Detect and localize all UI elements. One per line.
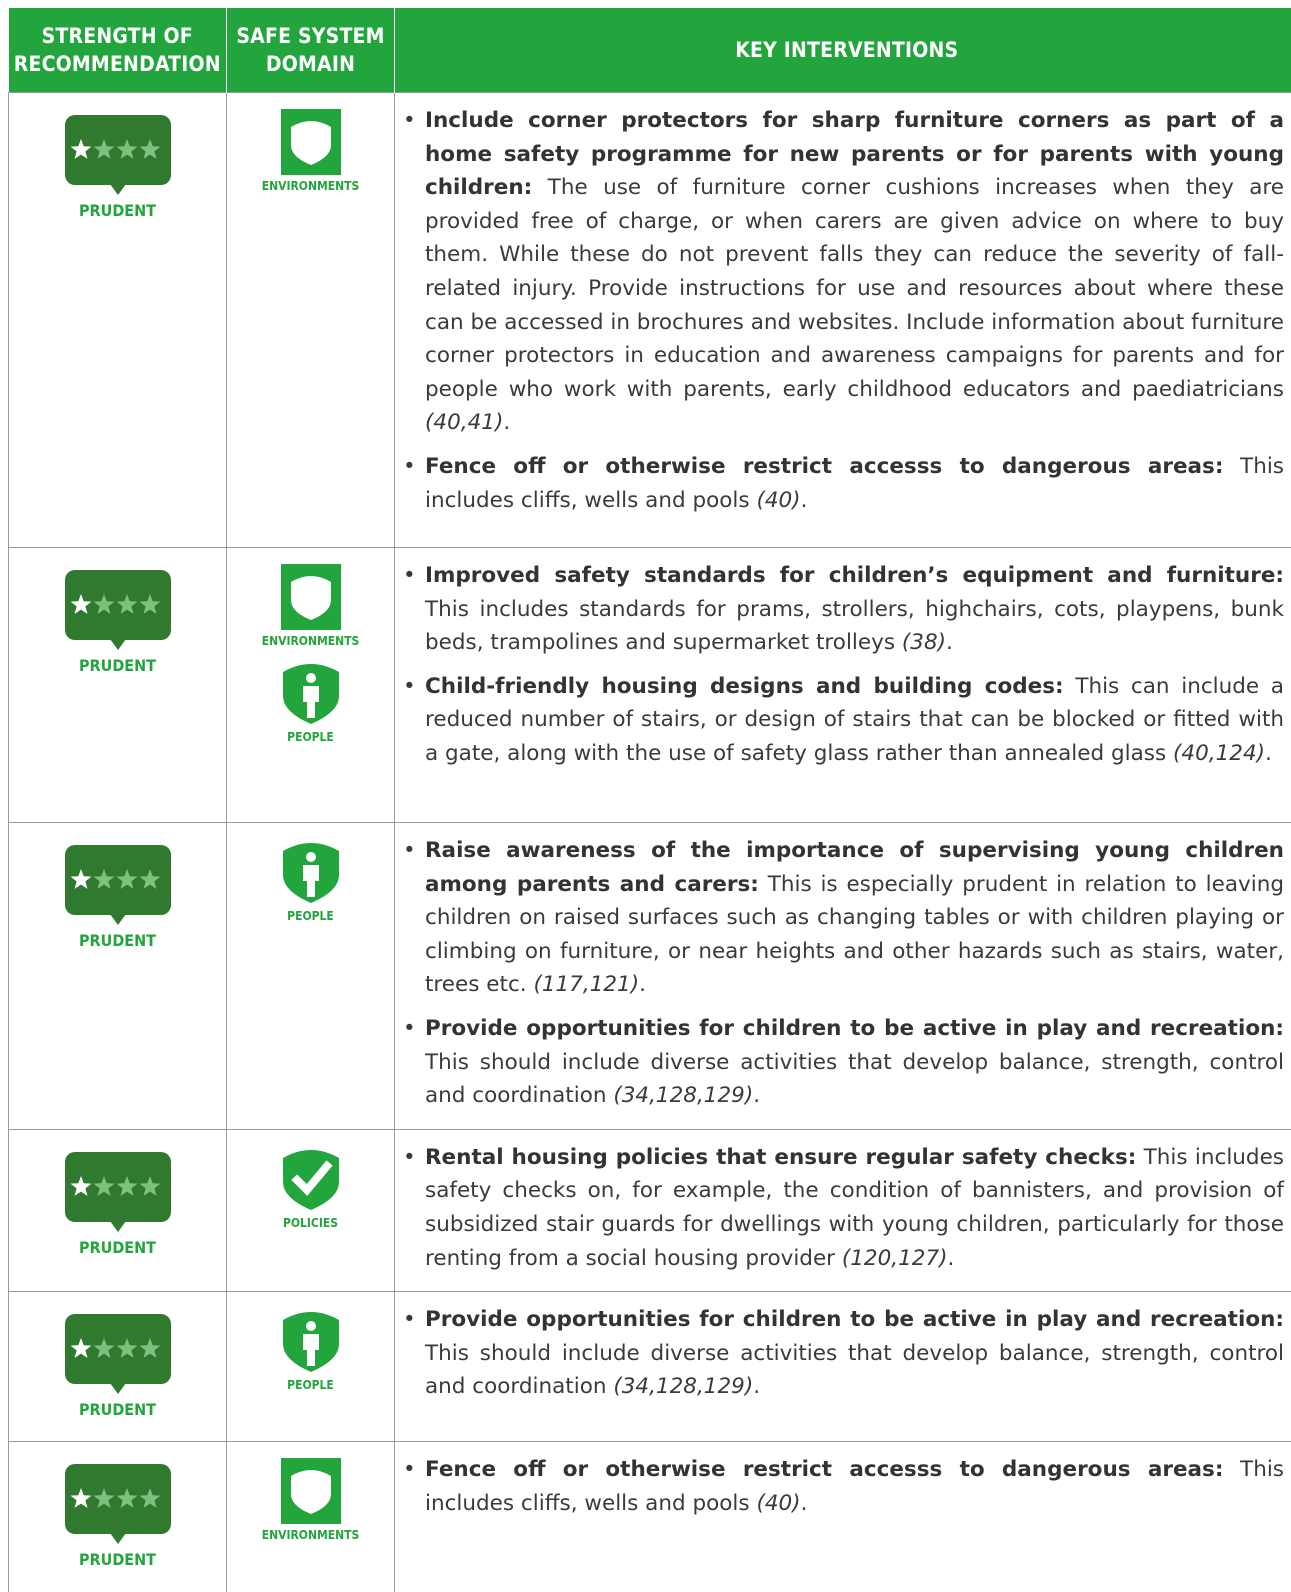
intervention-text: This includes cliffs, wells and pools	[425, 454, 1284, 513]
intervention-end: .	[753, 1083, 760, 1108]
strength-label: PRUDENT	[9, 931, 226, 950]
header-row	[9, 8, 1291, 93]
intervention-end: .	[503, 410, 510, 435]
intervention-item	[425, 834, 1284, 1002]
intervention-text: This should include diverse activities that develop balance, strength, control and coordination	[425, 1050, 1284, 1109]
domain-label: ENVIRONMENTS	[227, 1528, 394, 1542]
domain-item	[227, 1146, 394, 1230]
strength-label: PRUDENT	[9, 1400, 226, 1419]
domain-cell	[227, 1129, 395, 1291]
intervention-end: .	[801, 1491, 808, 1516]
domain-cell	[227, 548, 395, 823]
domain-item	[227, 109, 394, 193]
intervention-title: Include corner protectors for sharp furniture corners as part of a home safety programme for new parents or for parents with young children:	[425, 108, 1284, 200]
strength-label: PRUDENT	[9, 201, 226, 220]
intervention-reference: (40,124)	[1173, 741, 1265, 766]
person-shield-icon	[280, 839, 342, 905]
domain-item	[227, 1308, 394, 1392]
domain-cell	[227, 1442, 395, 1592]
intervention-text: This includes cliffs, wells and pools	[425, 1457, 1284, 1516]
intervention-item	[425, 104, 1284, 440]
intervention-title: Improved safety standards for children’s equipment and furniture:	[425, 563, 1284, 588]
rating-badge-icon	[65, 1314, 171, 1396]
header-domain: SAFE SYSTEM DOMAIN	[227, 8, 395, 93]
shield-icon	[280, 1458, 342, 1524]
interventions-cell	[395, 823, 1291, 1130]
intervention-end: .	[801, 488, 808, 513]
shield-icon	[280, 564, 342, 630]
intervention-item	[425, 559, 1284, 660]
interventions-list	[395, 93, 1291, 533]
intervention-end: .	[753, 1374, 760, 1399]
rating-badge-icon	[65, 1464, 171, 1546]
person-shield-icon	[280, 660, 342, 726]
intervention-title: Child-friendly housing designs and building codes:	[425, 674, 1064, 699]
intervention-reference: (40)	[756, 1491, 800, 1516]
domain-item	[227, 839, 394, 923]
strength-cell	[9, 823, 227, 1130]
domain-cell	[227, 823, 395, 1130]
strength-cell	[9, 1442, 227, 1592]
rating-badge-icon	[65, 845, 171, 927]
domain-label: PEOPLE	[227, 909, 394, 923]
person-shield-icon	[280, 1308, 342, 1374]
rating-badge-icon	[65, 115, 171, 197]
intervention-title: Fence off or otherwise restrict accesss to dangerous areas:	[425, 1457, 1223, 1482]
interventions-cell	[395, 548, 1291, 823]
intervention-item	[425, 1453, 1284, 1520]
domain-cell	[227, 1292, 395, 1442]
header-strength: STRENGTH OF RECOMMENDATION	[9, 8, 227, 93]
table-row	[9, 1292, 1291, 1442]
intervention-title: Provide opportunities for children to be active in play and recreation:	[425, 1307, 1284, 1332]
strength-label: PRUDENT	[9, 656, 226, 675]
intervention-title: Rental housing policies that ensure regular safety checks:	[425, 1145, 1136, 1170]
interventions-cell	[395, 93, 1291, 548]
domain-label: POLICIES	[227, 1216, 394, 1230]
intervention-item	[425, 450, 1284, 517]
intervention-reference: (38)	[902, 630, 946, 655]
intervention-text: This should include diverse activities that develop balance, strength, control and coordination	[425, 1341, 1284, 1400]
strength-cell	[9, 93, 227, 548]
intervention-reference: (34,128,129)	[613, 1374, 753, 1399]
interventions-list	[395, 823, 1291, 1129]
interventions-list	[395, 1442, 1291, 1536]
table-row	[9, 93, 1291, 548]
domain-label: PEOPLE	[227, 1378, 394, 1392]
check-shield-icon	[280, 1146, 342, 1212]
strength-label: PRUDENT	[9, 1238, 226, 1257]
domain-cell	[227, 93, 395, 548]
domain-item	[227, 660, 394, 744]
intervention-text: This includes safety checks on, for example, the condition of bannisters, and provision of subsidized stair guards for dwellings with young children, particularly for those renting from a social housing provider	[425, 1145, 1284, 1271]
intervention-item	[425, 1303, 1284, 1404]
intervention-title: Fence off or otherwise restrict accesss to dangerous areas:	[425, 454, 1223, 479]
intervention-item	[425, 1012, 1284, 1113]
interventions-list	[395, 1130, 1291, 1291]
rating-badge-icon	[65, 1152, 171, 1234]
intervention-end: .	[1265, 741, 1272, 766]
intervention-text: This can include a reduced number of stairs, or design of stairs that can be blocked or fitted with a gate, along with the use of safety glass rather than annealed glass	[425, 674, 1284, 766]
strength-label: PRUDENT	[9, 1550, 226, 1569]
intervention-end: .	[639, 972, 646, 997]
intervention-text: This is especially prudent in relation to leaving children on raised surfaces such as changing tables or with children playing or climbing on furniture, or near heights and other hazards such as stairs, water, trees etc.	[425, 872, 1284, 998]
table-row	[9, 823, 1291, 1130]
intervention-reference: (34,128,129)	[613, 1083, 753, 1108]
intervention-title: Raise awareness of the importance of supervising young children among parents and carers:	[425, 838, 1284, 897]
intervention-reference: (120,127)	[842, 1246, 948, 1271]
recommendations-table-wrapper	[8, 8, 1291, 1592]
table-row	[9, 1442, 1291, 1592]
domain-label: ENVIRONMENTS	[227, 634, 394, 648]
interventions-cell	[395, 1442, 1291, 1592]
domain-label: PEOPLE	[227, 730, 394, 744]
intervention-title: Provide opportunities for children to be active in play and recreation:	[425, 1016, 1284, 1041]
domain-label: ENVIRONMENTS	[227, 179, 394, 193]
interventions-list	[395, 548, 1291, 787]
header-interventions: KEY INTERVENTIONS	[395, 8, 1291, 93]
strength-cell	[9, 548, 227, 823]
domain-item	[227, 1458, 394, 1542]
intervention-text: The use of furniture corner cushions increases when they are provided free of charge, or when carers are given advice on where to buy them. While these do not prevent falls they can reduce the severity of fall-related injury. Provide instructions for use and resources about where these can be accessed in brochures and websites. Include information about furniture corner protectors in education and awareness campaigns for parents and for people who work with parents, early childhood educators and paediatricians	[425, 175, 1284, 402]
strength-cell	[9, 1292, 227, 1442]
intervention-item	[425, 670, 1284, 771]
intervention-reference: (40)	[756, 488, 800, 513]
intervention-end: .	[948, 1246, 955, 1271]
intervention-reference: (117,121)	[533, 972, 639, 997]
strength-cell	[9, 1129, 227, 1291]
interventions-cell	[395, 1292, 1291, 1442]
intervention-text: This includes standards for prams, strollers, highchairs, cots, playpens, bunk beds, trampolines and supermarket trolleys	[425, 597, 1284, 656]
interventions-list	[395, 1292, 1291, 1420]
intervention-end: .	[946, 630, 953, 655]
table-row	[9, 548, 1291, 823]
table-row	[9, 1129, 1291, 1291]
domain-item	[227, 564, 394, 648]
shield-icon	[280, 109, 342, 175]
rating-badge-icon	[65, 570, 171, 652]
intervention-item	[425, 1141, 1284, 1275]
intervention-reference: (40,41)	[425, 410, 503, 435]
recommendations-table	[8, 8, 1291, 1592]
interventions-cell	[395, 1129, 1291, 1291]
